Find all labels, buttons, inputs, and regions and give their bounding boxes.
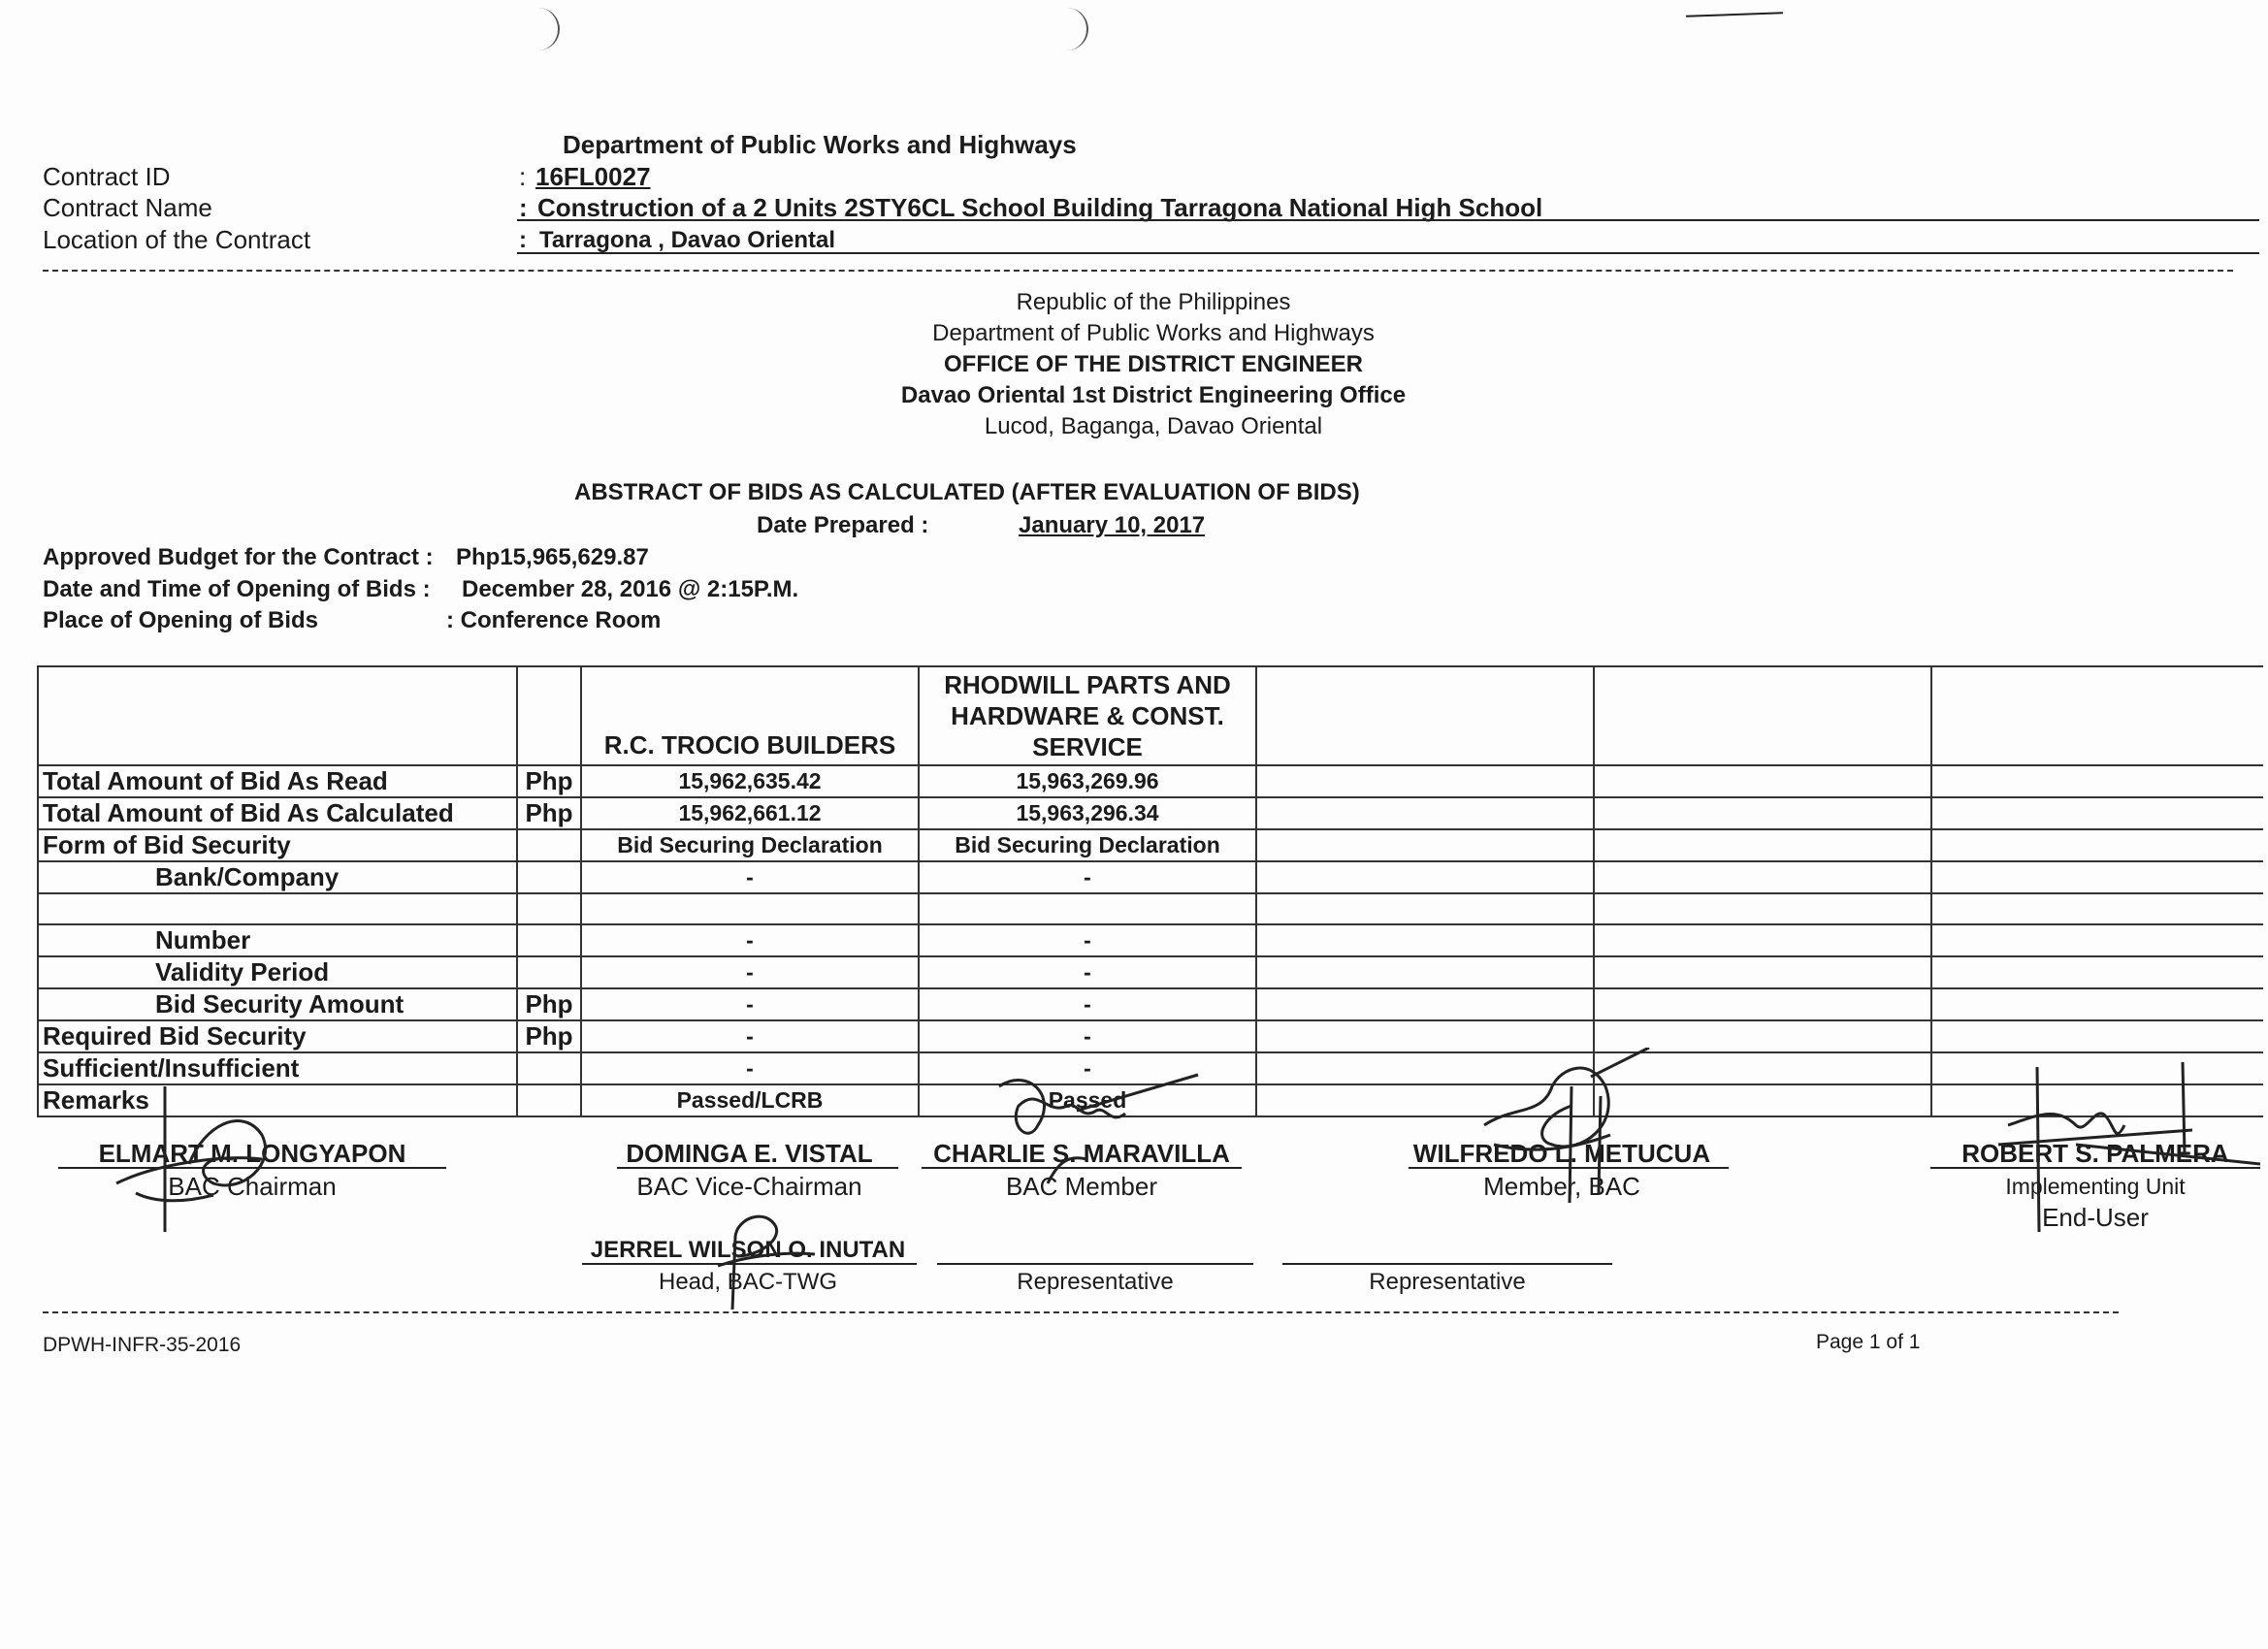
row-bid-2: - (919, 1052, 1256, 1084)
signatory-4-title: Member, BAC (1483, 1172, 1640, 1201)
row-bid-2 (919, 893, 1256, 924)
bidder-2-name: RHODWILL PARTS AND HARDWARE & CONST. SERVICE (919, 666, 1256, 765)
binder-hole-mark (1048, 8, 1088, 50)
row-empty (1256, 829, 1594, 861)
row-empty (1256, 988, 1594, 1020)
agency-title: Department of Public Works and Highways (563, 130, 1077, 159)
row-label: Required Bid Security (38, 1020, 517, 1052)
row-empty (1256, 765, 1594, 797)
signature-chairman (97, 1067, 349, 1242)
row-empty (1594, 861, 1931, 893)
office-line-3: OFFICE OF THE DISTRICT ENGINEER (943, 351, 1363, 377)
row-label: Remarks (38, 1084, 517, 1116)
table-row (38, 893, 2263, 924)
abstract-title: ABSTRACT OF BIDS AS CALCULATED (AFTER EVALUATION OF BIDS) (574, 479, 1360, 505)
contract-name-colon: : (519, 193, 528, 222)
location-label: Location of the Contract (43, 225, 311, 254)
table-header-blank (38, 666, 517, 765)
signatory-2-title: BAC Vice-Chairman (636, 1172, 862, 1201)
contract-id-value: 16FL0027 (535, 162, 651, 191)
date-prepared-value: January 10, 2017 (1019, 512, 1206, 538)
signature-member-bac (1455, 1048, 1678, 1212)
representative-2-line (1282, 1263, 1612, 1265)
header-divider (43, 270, 2233, 272)
row-bid-2: Bid Securing Declaration (919, 829, 1256, 861)
office-line-4: Davao Oriental 1st District Engineering Office (900, 382, 1407, 408)
contract-id-label: Contract ID (43, 162, 171, 191)
row-label: Form of Bid Security (38, 829, 517, 861)
row-empty (1256, 956, 1594, 988)
row-empty (1931, 861, 2263, 893)
table-row (38, 797, 2263, 829)
table-row (38, 924, 2263, 956)
date-prepared-label: Date Prepared : (757, 512, 929, 538)
row-label: Validity Period (38, 956, 517, 988)
row-bid-1: - (581, 956, 919, 988)
signature-bac-member (989, 1067, 1213, 1193)
row-empty (1931, 797, 2263, 829)
row-empty (1256, 893, 1594, 924)
table-row (38, 861, 2263, 893)
abc-label: Approved Budget for the Contract : (43, 544, 434, 570)
signature-twg-head (679, 1198, 834, 1314)
bidder-1-name: R.C. TROCIO BUILDERS (581, 666, 919, 765)
row-bid-2: - (919, 1020, 1256, 1052)
row-empty (1594, 829, 1931, 861)
location-colon: : (519, 227, 527, 253)
row-empty (1256, 797, 1594, 829)
row-bid-2: Passed (919, 1084, 1256, 1116)
signatory-6-title: Head, BAC-TWG (658, 1269, 838, 1295)
row-empty (1931, 988, 2263, 1020)
table-header-row (38, 666, 2263, 765)
row-label: Total Amount of Bid As Calculated (38, 797, 517, 829)
signatory-5-title-1: Implementing Unit (2005, 1174, 2186, 1199)
row-label: Bid Security Amount (38, 988, 517, 1020)
office-line-5: Lucod, Baganga, Davao Oriental (984, 413, 1323, 439)
row-empty (1594, 765, 1931, 797)
place-label: Place of Opening of Bids (43, 607, 319, 633)
row-empty (1594, 956, 1931, 988)
scan-mark (1686, 12, 1783, 16)
row-currency (517, 829, 581, 861)
row-label (38, 893, 517, 924)
contract-name-label: Contract Name (43, 193, 212, 222)
row-bid-1: - (581, 1020, 919, 1052)
signature-end-user (1979, 1057, 2260, 1242)
row-bid-1: 15,962,661.12 (581, 797, 919, 829)
table-row (38, 988, 2263, 1020)
row-bid-1: - (581, 924, 919, 956)
row-empty (1931, 1020, 2263, 1052)
bidder-4-empty (1594, 666, 1931, 765)
signatory-5-name: ROBERT S. PALMERA (1961, 1139, 2229, 1168)
office-line-1: Republic of the Philippines (1016, 289, 1291, 315)
row-label: Sufficient/Insufficient (38, 1052, 517, 1084)
signatory-2-line (617, 1167, 898, 1169)
office-line-2: Department of Public Works and Highways (932, 320, 1375, 346)
row-empty (1594, 924, 1931, 956)
row-empty (1256, 861, 1594, 893)
row-bid-2: 15,963,296.34 (919, 797, 1256, 829)
row-currency: Php (517, 797, 581, 829)
row-bid-2: - (919, 861, 1256, 893)
row-empty (1594, 988, 1931, 1020)
row-bid-1: Bid Securing Declaration (581, 829, 919, 861)
representative-2-label: Representative (1369, 1269, 1526, 1295)
row-empty (1931, 893, 2263, 924)
footer-divider (43, 1311, 2119, 1313)
table-row (38, 829, 2263, 861)
row-label: Number (38, 924, 517, 956)
row-bid-1: Passed/LCRB (581, 1084, 919, 1116)
row-empty (1931, 956, 2263, 988)
contract-name-value: Construction of a 2 Units 2STY6CL School Building Tarragona National High School (537, 193, 1543, 222)
location-value: Tarragona , Davao Oriental (539, 227, 835, 253)
row-bid-1: - (581, 1052, 919, 1084)
row-currency: Php (517, 1020, 581, 1052)
row-bid-2: 15,963,269.96 (919, 765, 1256, 797)
row-currency: Php (517, 765, 581, 797)
location-underline (517, 252, 2259, 254)
signatory-4-name: WILFREDO L. METUCUA (1412, 1139, 1711, 1168)
page-number: Page 1 of 1 (1816, 1331, 1921, 1353)
row-empty (1594, 797, 1931, 829)
abc-value: Php15,965,629.87 (456, 544, 649, 570)
row-bid-2: - (919, 956, 1256, 988)
row-empty (1931, 829, 2263, 861)
signatory-1-name: ELMART M. LONGYAPON (98, 1139, 406, 1168)
signatory-5-title-2: End-User (2042, 1203, 2149, 1232)
bids-table (37, 665, 2263, 1117)
contract-id-colon: : (519, 162, 527, 191)
table-header-cur (517, 666, 581, 765)
bidder-5-empty (1931, 666, 2263, 765)
table-row (38, 956, 2263, 988)
row-currency (517, 893, 581, 924)
row-currency (517, 861, 581, 893)
bidder-3-empty (1256, 666, 1594, 765)
representative-1-line (937, 1263, 1253, 1265)
row-bid-2: - (919, 988, 1256, 1020)
place-value: : Conference Room (446, 607, 662, 633)
binder-hole-mark (519, 8, 560, 50)
signatory-3-name: CHARLIE S. MARAVILLA (933, 1139, 1230, 1168)
signatory-1-title: BAC Chairman (168, 1172, 337, 1201)
contract-name-underline (517, 219, 2259, 221)
form-code: DPWH-INFR-35-2016 (43, 1334, 242, 1356)
opening-label: Date and Time of Opening of Bids : (43, 576, 431, 602)
row-currency (517, 1052, 581, 1084)
row-currency (517, 1084, 581, 1116)
representative-1-label: Representative (1017, 1269, 1174, 1295)
row-empty (1256, 924, 1594, 956)
row-empty (1931, 765, 2263, 797)
table-row (38, 765, 2263, 797)
table-row (38, 1020, 2263, 1052)
row-label: Total Amount of Bid As Read (38, 765, 517, 797)
row-bid-1: - (581, 988, 919, 1020)
row-label: Bank/Company (38, 861, 517, 893)
signatory-2-name: DOMINGA E. VISTAL (626, 1139, 873, 1168)
row-empty (1594, 893, 1931, 924)
row-empty (1931, 924, 2263, 956)
row-bid-2: - (919, 924, 1256, 956)
opening-value: December 28, 2016 @ 2:15P.M. (462, 576, 799, 602)
row-bid-1 (581, 893, 919, 924)
signatory-3-title: BAC Member (1005, 1172, 1158, 1201)
row-currency (517, 956, 581, 988)
row-currency: Php (517, 988, 581, 1020)
row-bid-1: - (581, 861, 919, 893)
row-bid-1: 15,962,635.42 (581, 765, 919, 797)
row-currency (517, 924, 581, 956)
signatory-6-name: JERREL WILSON O. INUTAN (590, 1237, 906, 1263)
